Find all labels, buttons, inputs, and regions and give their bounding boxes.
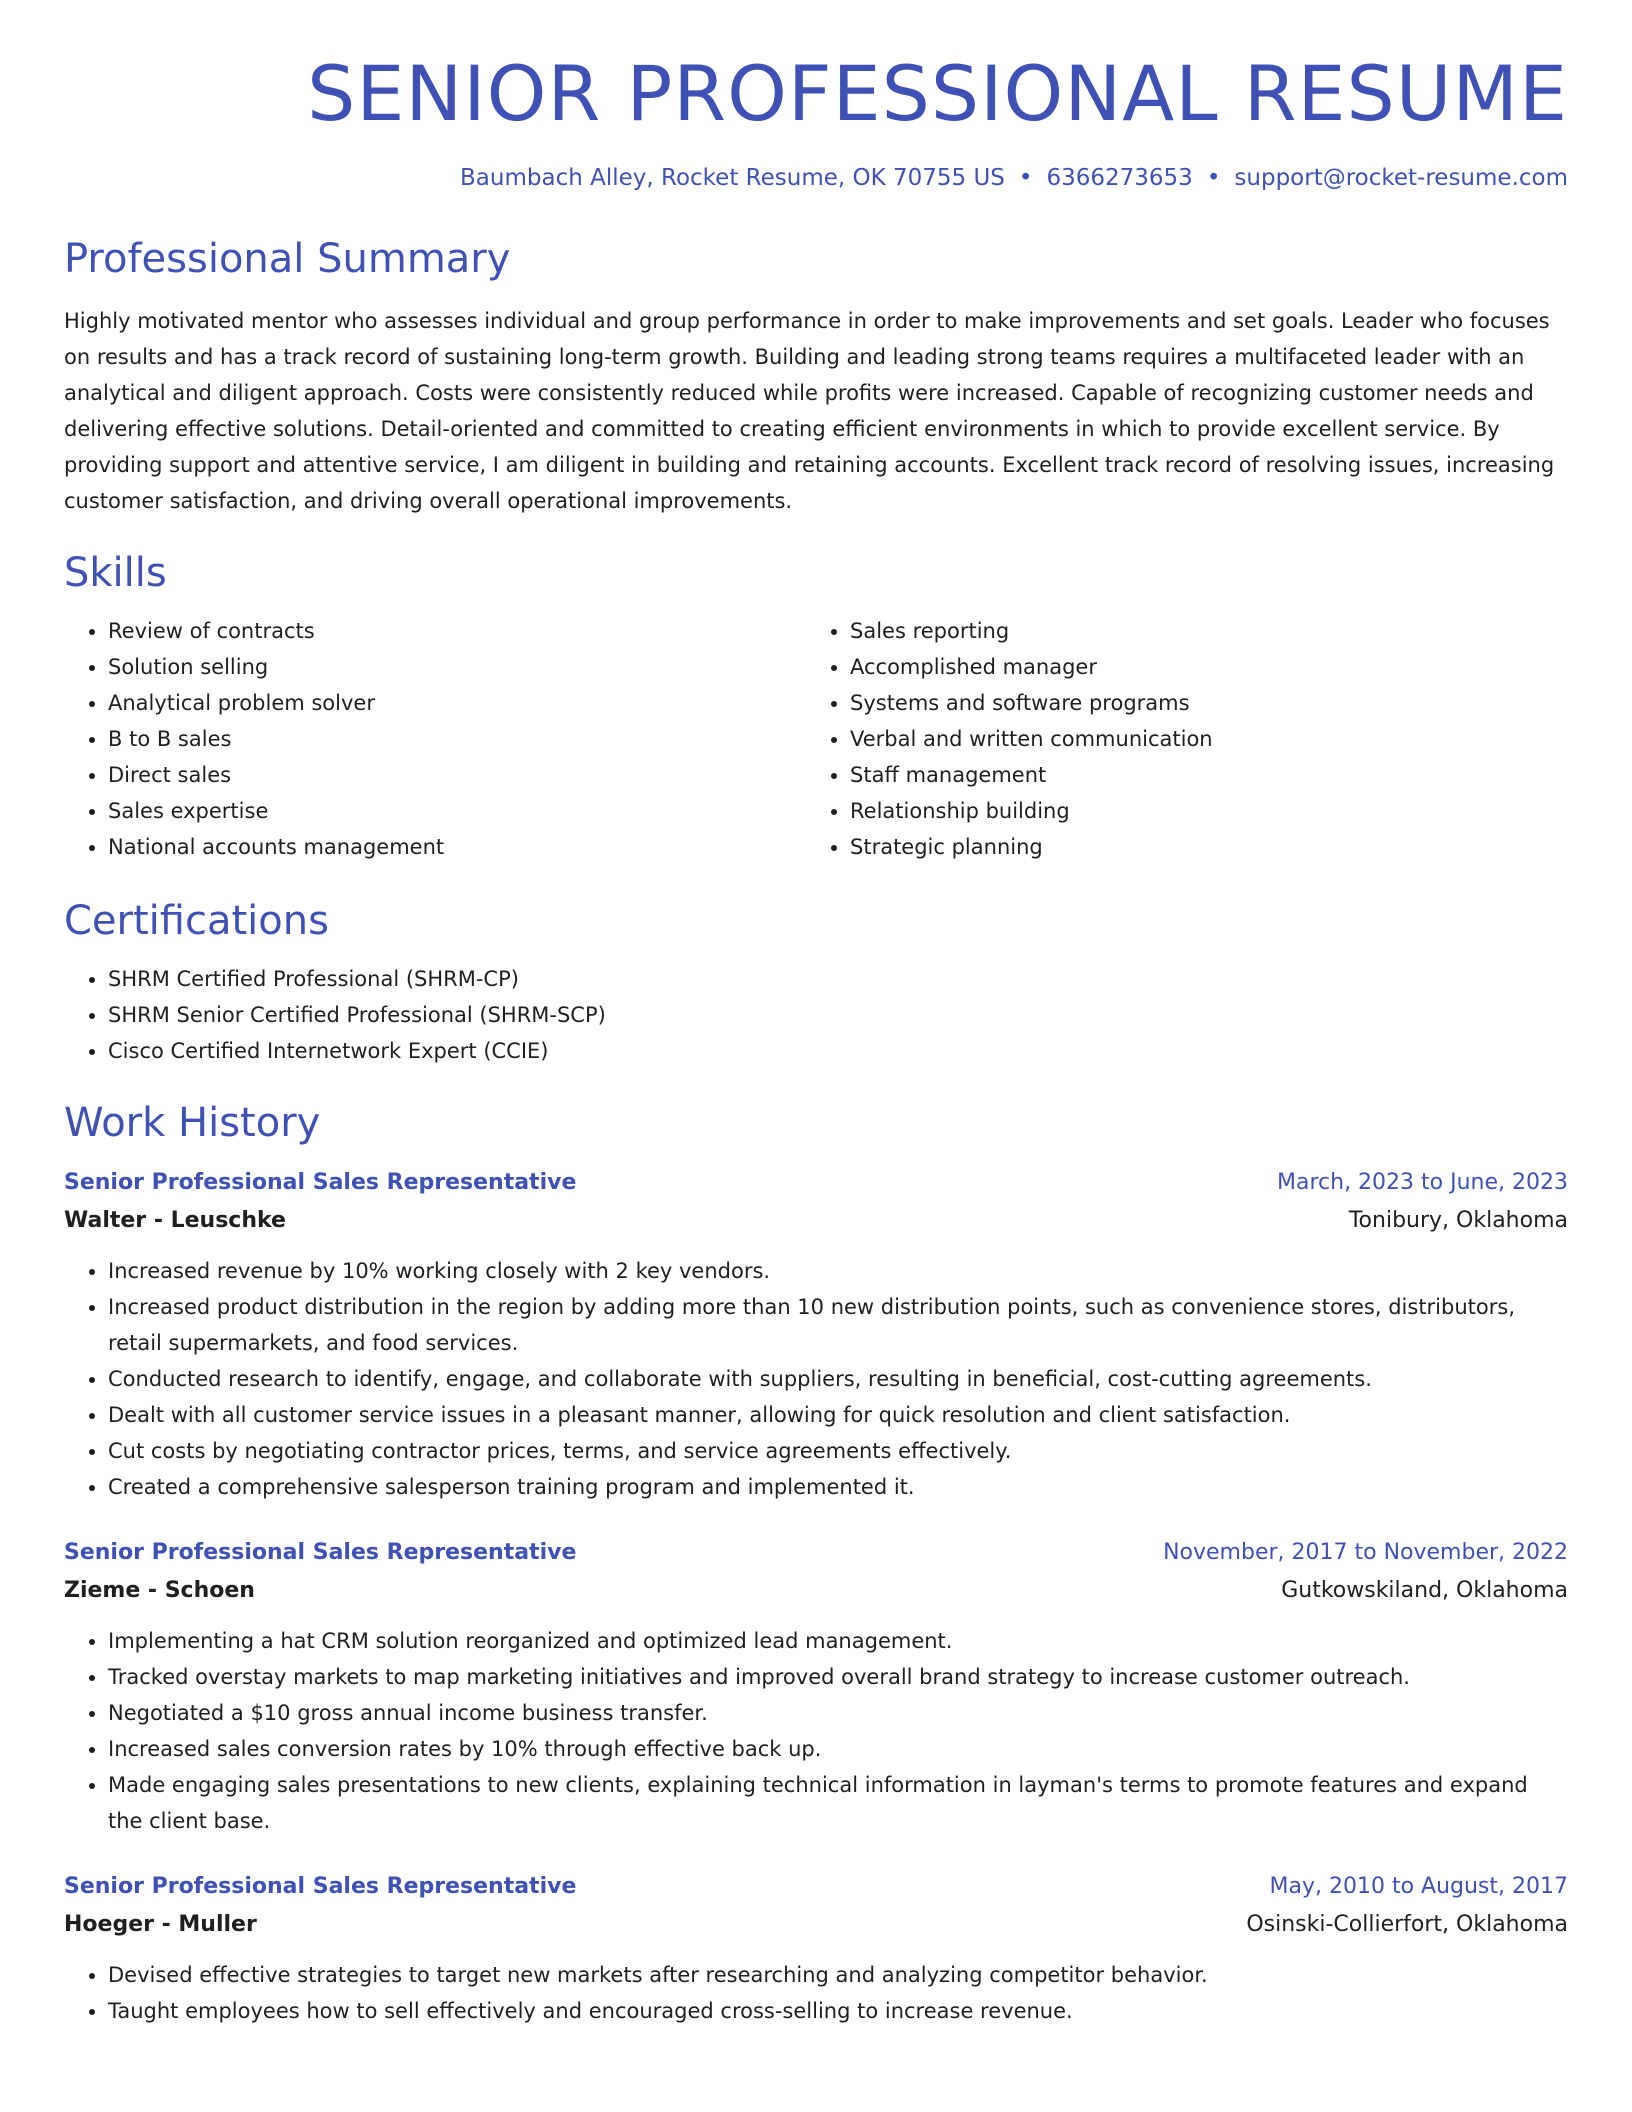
- job-company-row: [64, 1571, 1568, 1611]
- job-bullet: • Devised effective strategies to target new markets after researching and analyzing competitor behavior.: [108, 1957, 1568, 1993]
- contact-separator: •: [1018, 165, 1033, 192]
- skill-item: • Staff management: [850, 757, 1548, 793]
- job-dates: November, 2017 to November, 2022: [1163, 1540, 1568, 1566]
- resume-title: SENIOR PROFESSIONAL RESUME: [307, 49, 1568, 138]
- skills-list-left: [64, 613, 806, 865]
- skills-column-right: [806, 613, 1548, 865]
- skill-item: • National accounts management: [108, 829, 806, 865]
- skill-item: • Analytical problem solver: [108, 685, 806, 721]
- skill-item: • Sales reporting: [850, 613, 1548, 649]
- summary-text: Highly motivated mentor who assesses individual and group performance in order to make improvements and set goals. Leader who focuses on results and has a track record of sustaining long-term growth. Building and leading strong teams requires a multifaceted leader with an analytical and diligent approach. Costs were consistently reduced while profits were increased. Capable of recognizing customer needs and delivering effective solutions. Detail-oriented and committed to creating efficient environments in which to provide excellent service. By providing support and attentive service, I am diligent in building and retaining accounts. Excellent track record of resolving issues, increasing customer satisfaction, and driving overall operational improvements.: [64, 309, 1555, 514]
- job-company-row: [64, 1201, 1568, 1241]
- job-title: Senior Professional Sales Representative: [64, 1540, 577, 1566]
- job-bullet: • Tracked overstay markets to map marketing initiatives and improved overall brand strategy to increase customer outreach.: [108, 1659, 1568, 1695]
- skill-item: • Systems and software programs: [850, 685, 1548, 721]
- skills-column-left: [64, 613, 806, 865]
- job-company: Hoeger - Muller: [64, 1912, 257, 1938]
- skill-item: • Verbal and written communication: [850, 721, 1548, 757]
- job-bullet: • Made engaging sales presentations to new clients, explaining technical information in layman's terms to promote features and expand the client base.: [108, 1767, 1568, 1839]
- job-bullet: • Increased sales conversion rates by 10% through effective back up.: [108, 1731, 1568, 1767]
- contact-email: support@rocket-resume.com: [1234, 165, 1568, 192]
- job-entry: [64, 1535, 1568, 1839]
- summary-heading: Professional Summary: [64, 236, 511, 283]
- job-title: Senior Professional Sales Representative: [64, 1170, 577, 1196]
- job-location: Gutkowskiland, Oklahoma: [1281, 1578, 1568, 1604]
- job-dates: March, 2023 to June, 2023: [1277, 1170, 1568, 1196]
- job-company: Zieme - Schoen: [64, 1578, 255, 1604]
- job-bullet: • Negotiated a $10 gross annual income business transfer.: [108, 1695, 1568, 1731]
- job-bullet: • Implementing a hat CRM solution reorganized and optimized lead management.: [108, 1623, 1568, 1659]
- job-company-row: [64, 1905, 1568, 1945]
- skill-item: • Relationship building: [850, 793, 1548, 829]
- job-header-row: [64, 1535, 1568, 1571]
- contact-phone: 6366273653: [1046, 165, 1193, 192]
- job-bullet: • Created a comprehensive salesperson training program and implemented it.: [108, 1469, 1568, 1505]
- job-location: Tonibury, Oklahoma: [1348, 1208, 1568, 1234]
- job-title: Senior Professional Sales Representative: [64, 1874, 577, 1900]
- certification-item: • SHRM Senior Certified Professional (SHRM-SCP): [108, 997, 1568, 1033]
- skill-item: • Accomplished manager: [850, 649, 1548, 685]
- job-dates: May, 2010 to August, 2017: [1269, 1874, 1568, 1900]
- job-bullets: [64, 1957, 1568, 2029]
- certification-item: • Cisco Certified Internetwork Expert (CCIE): [108, 1033, 1568, 1069]
- skill-item: • Solution selling: [108, 649, 806, 685]
- skills-grid: [64, 613, 1568, 865]
- certifications-list: [64, 961, 1568, 1069]
- skill-item: • Strategic planning: [850, 829, 1548, 865]
- job-bullet: • Dealt with all customer service issues in a pleasant manner, allowing for quick resolution and client satisfaction.: [108, 1397, 1568, 1433]
- skills-heading: Skills: [64, 550, 167, 597]
- work-history-heading: Work History: [64, 1100, 321, 1147]
- job-header-row: [64, 1165, 1568, 1201]
- job-header-row: [64, 1869, 1568, 1905]
- job-bullet: • Conducted research to identify, engage, and collaborate with suppliers, resulting in beneficial, cost-cutting agreements.: [108, 1361, 1568, 1397]
- job-bullet: • Increased revenue by 10% working closely with 2 key vendors.: [108, 1253, 1568, 1289]
- contact-separator: •: [1206, 165, 1221, 192]
- job-entry: [64, 1165, 1568, 1505]
- job-bullet: • Increased product distribution in the region by adding more than 10 new distribution points, such as convenience stores, distributors, retail supermarkets, and food services.: [108, 1289, 1568, 1361]
- skill-item: • Review of contracts: [108, 613, 806, 649]
- job-bullet: • Taught employees how to sell effectively and encouraged cross-selling to increase revenue.: [108, 1993, 1568, 2029]
- certification-item: • SHRM Certified Professional (SHRM-CP): [108, 961, 1568, 997]
- contact-line: [64, 165, 1568, 191]
- job-location: Osinski-Collierfort, Oklahoma: [1246, 1912, 1568, 1938]
- job-bullets: [64, 1253, 1568, 1505]
- certifications-heading: Certifications: [64, 898, 329, 945]
- job-bullet: • Cut costs by negotiating contractor prices, terms, and service agreements effectively.: [108, 1433, 1568, 1469]
- skills-list-right: [806, 613, 1548, 865]
- contact-address: Baumbach Alley, Rocket Resume, OK 70755 US: [460, 165, 1005, 192]
- skill-item: • B to B sales: [108, 721, 806, 757]
- skill-item: • Sales expertise: [108, 793, 806, 829]
- job-company: Walter - Leuschke: [64, 1208, 286, 1234]
- skill-item: • Direct sales: [108, 757, 806, 793]
- job-entry: [64, 1869, 1568, 2029]
- job-bullets: [64, 1623, 1568, 1839]
